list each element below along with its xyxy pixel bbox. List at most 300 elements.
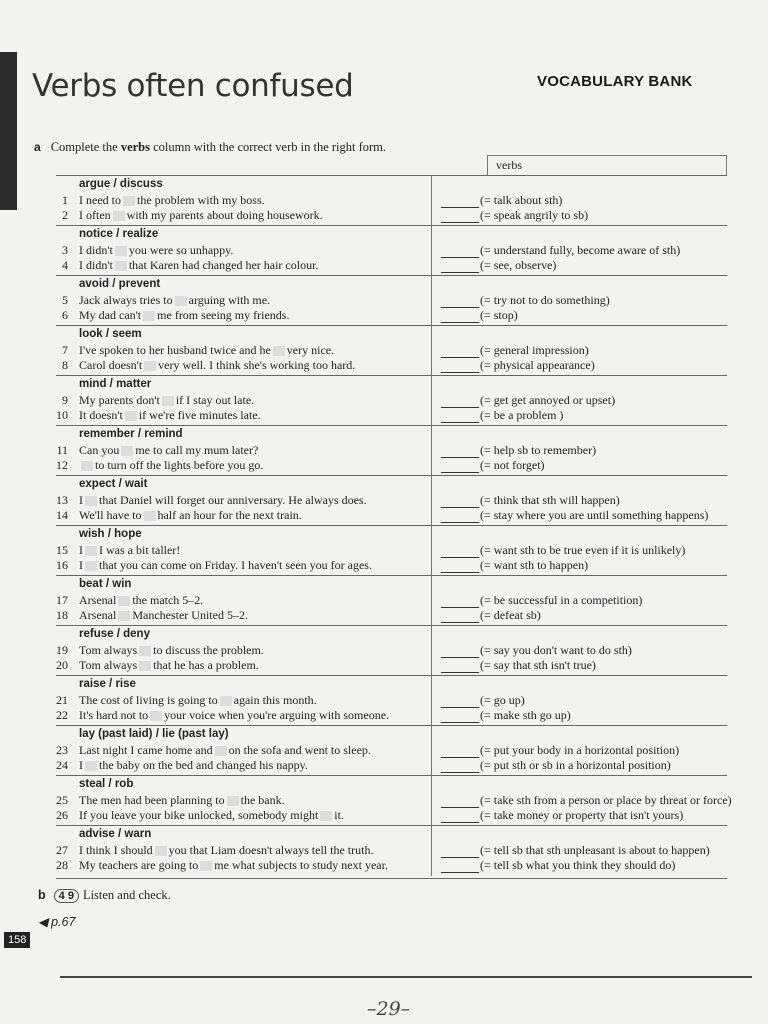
exercise-row — [56, 858, 727, 873]
verb-pair-b: matter — [116, 378, 152, 390]
sentence-start: Arsenal — [79, 608, 117, 622]
gap-blank[interactable] — [273, 346, 285, 356]
answer-line[interactable] — [441, 846, 479, 858]
sentence — [79, 343, 334, 358]
exercise-row — [56, 643, 727, 658]
gap-blank[interactable] — [115, 246, 127, 256]
gap-blank[interactable] — [118, 596, 130, 606]
answer-cell — [441, 758, 671, 773]
verb-pair-separator: / — [110, 178, 120, 190]
sentence-end: that he has a problem. — [153, 658, 259, 672]
sentence-start: Can you — [79, 443, 120, 457]
verb-pair-title — [79, 378, 151, 390]
gap-blank[interactable] — [85, 546, 97, 556]
page-reference-text: p.67 — [51, 915, 76, 929]
exercise-row — [56, 443, 727, 458]
sentence — [79, 608, 248, 623]
audio-track-icon[interactable]: 4 9 — [54, 889, 79, 903]
verb-pair-title — [79, 728, 229, 740]
sentence-end: that Karen had changed her hair colour. — [128, 258, 319, 272]
item-number: 11 — [56, 443, 68, 457]
verb-pair-b: warn — [124, 828, 152, 840]
answer-line[interactable] — [441, 311, 479, 323]
answer-cell — [441, 393, 615, 408]
exercise-row — [56, 543, 727, 558]
definition: (= take money or property that isn't yours) — [480, 808, 684, 822]
verb-pair-separator: / — [105, 778, 115, 790]
sentence-end: it. — [334, 808, 344, 822]
exercise-row — [56, 743, 727, 758]
gap-blank[interactable] — [200, 861, 212, 871]
section-label: VOCABULARY BANK — [537, 73, 693, 90]
gap-blank[interactable] — [139, 646, 151, 656]
item-number: 9 — [62, 393, 68, 407]
answer-line[interactable] — [441, 446, 479, 458]
answer-cell — [441, 593, 642, 608]
exercise-row — [56, 708, 727, 723]
answer-line[interactable] — [441, 396, 479, 408]
answer-cell — [441, 493, 620, 508]
verb-pair-a: mind — [79, 378, 107, 390]
verb-pair-separator: / — [112, 228, 123, 240]
sentence-start: Tom always — [79, 643, 138, 657]
definition: (= understand fully, become aware of sth) — [480, 243, 681, 257]
instruction-text-after: column with the correct verb in the right form. — [149, 140, 387, 154]
exercise-b — [38, 888, 171, 903]
definition: (= think that sth will happen) — [480, 493, 620, 507]
answer-cell — [441, 458, 545, 473]
sentence-start: If you leave your bike unlocked, somebody might — [79, 808, 319, 822]
verb-pair-separator: / — [102, 328, 113, 340]
verb-pair-title — [79, 478, 147, 490]
verb-pair-separator: / — [152, 728, 163, 740]
verb-pair-a: argue — [79, 178, 111, 190]
exercise-row — [56, 758, 727, 773]
verb-group — [56, 525, 727, 575]
exercise-row — [56, 808, 727, 823]
item-number: 14 — [56, 508, 68, 522]
sidebar-tab — [0, 52, 17, 210]
answer-cell — [441, 408, 563, 423]
verb-group — [56, 625, 727, 675]
definition: (= physical appearance) — [480, 358, 595, 372]
verb-group — [56, 675, 727, 725]
exercise-row — [56, 393, 727, 408]
item-number: 22 — [56, 708, 68, 722]
item-number: 19 — [56, 643, 68, 657]
sentence — [79, 243, 233, 258]
definition: (= try not to do something) — [480, 293, 610, 307]
definition: (= defeat sb) — [480, 608, 541, 622]
sentence — [79, 643, 264, 658]
answer-line[interactable] — [441, 511, 479, 523]
answer-line[interactable] — [441, 611, 479, 623]
gap-blank[interactable] — [85, 561, 97, 571]
page-title: Verbs often confused — [32, 68, 354, 104]
item-number: 28 — [56, 858, 68, 872]
answer-line[interactable] — [441, 561, 479, 573]
verb-pair-a: look — [79, 328, 103, 340]
gap-blank[interactable] — [144, 511, 156, 521]
verb-group — [56, 275, 727, 325]
answer-line[interactable] — [441, 496, 479, 508]
verbs-column-header: verbs — [487, 155, 727, 175]
sentence-end: your voice when you're arguing with someone. — [164, 708, 390, 722]
answer-line[interactable] — [441, 196, 479, 208]
answer-line[interactable] — [441, 361, 479, 373]
answer-line[interactable] — [441, 346, 479, 358]
verb-pair-a: steal — [79, 778, 106, 790]
answer-line[interactable] — [441, 296, 479, 308]
verb-pair-separator: / — [106, 378, 117, 390]
verb-pair-separator: / — [115, 478, 126, 490]
answer-line[interactable] — [441, 461, 479, 473]
sentence-start: I often — [79, 208, 111, 222]
verb-pair-b: remind — [144, 428, 183, 440]
gap-blank[interactable] — [320, 811, 332, 821]
item-number: 18 — [56, 608, 68, 622]
answer-line[interactable] — [441, 211, 479, 223]
definition: (= tell sb what you think they should do) — [480, 858, 676, 872]
sentence-start: My dad can't — [79, 308, 142, 322]
exercise-a-label: a — [34, 140, 41, 154]
answer-cell — [441, 243, 680, 258]
answer-cell — [441, 358, 595, 373]
exercise-row — [56, 193, 727, 208]
verb-pair-b: rob — [114, 778, 134, 790]
verb-pair-title — [79, 828, 151, 840]
item-number: 6 — [62, 308, 68, 322]
verb-pair-a: expect — [79, 478, 116, 490]
verb-pair-b: discuss — [119, 178, 163, 190]
exercise-row — [56, 293, 727, 308]
verb-group — [56, 325, 727, 375]
page-number: 158 — [4, 932, 30, 948]
gap-blank[interactable] — [118, 611, 130, 621]
definition: (= tell sb that sth unpleasant is about to happen) — [480, 843, 710, 857]
sentence-start: The men had been planning to — [79, 793, 225, 807]
sentence-end: you were so unhappy. — [128, 243, 234, 257]
definition: (= be a problem ) — [480, 408, 564, 422]
exercise-row — [56, 493, 727, 508]
verb-pair-separator: / — [102, 578, 113, 590]
sentence — [79, 258, 318, 273]
verb-pair-b: wait — [125, 478, 148, 490]
answer-cell — [441, 693, 525, 708]
verb-pair-a: avoid — [79, 278, 110, 290]
verb-group — [56, 725, 727, 775]
verb-pair-title — [79, 578, 131, 590]
definition: (= put your body in a horizontal position) — [480, 743, 680, 757]
sentence-start: The cost of living is going to — [79, 693, 218, 707]
gap-blank[interactable] — [144, 361, 156, 371]
item-number: 1 — [62, 193, 68, 207]
sentence — [79, 843, 373, 858]
answer-cell — [441, 293, 610, 308]
gap-blank[interactable] — [143, 311, 155, 321]
sentence-start: Carol doesn't — [79, 358, 143, 372]
gap-blank[interactable] — [85, 761, 97, 771]
sentence — [79, 408, 261, 423]
verb-pair-a: wish — [79, 528, 105, 540]
gap-blank[interactable] — [175, 296, 187, 306]
gap-blank[interactable] — [139, 661, 151, 671]
item-number: 7 — [62, 343, 68, 357]
sentence-end: to discuss the problem. — [153, 643, 264, 657]
gap-blank[interactable] — [115, 261, 127, 271]
definition: (= stay where you are until something happens) — [480, 508, 709, 522]
sentence-end: the problem with my boss. — [136, 193, 265, 207]
item-number: 25 — [56, 793, 68, 807]
item-number: 4 — [62, 258, 68, 272]
definition: (= general impression) — [480, 343, 589, 357]
sentence-end: if we're five minutes late. — [138, 408, 261, 422]
item-number: 10 — [56, 408, 68, 422]
sentence-end: to turn off the lights before you go. — [95, 458, 264, 472]
definition: (= see, observe) — [480, 258, 557, 272]
gap-blank[interactable] — [113, 211, 125, 221]
item-number: 20 — [56, 658, 68, 672]
exercise-row — [56, 358, 727, 373]
verb-pair-separator: / — [104, 528, 115, 540]
sentence-end: I was a bit taller! — [99, 543, 181, 557]
sentence-end: if I stay out late. — [175, 393, 255, 407]
item-number: 2 — [62, 208, 68, 222]
answer-cell — [441, 208, 588, 223]
exercise-row — [56, 208, 727, 223]
gap-blank[interactable] — [150, 711, 162, 721]
verb-pair-b: seem — [112, 328, 142, 340]
verb-pair-a: lay (past laid) — [79, 728, 153, 740]
gap-blank[interactable] — [85, 496, 97, 506]
sentence-end: the match 5–2. — [132, 593, 204, 607]
instruction-text-before: Complete the — [50, 140, 121, 154]
sentence-end: again this month. — [233, 693, 317, 707]
answer-cell — [441, 858, 675, 873]
sentence-end: very well. I think she's working too hard. — [158, 358, 356, 372]
answer-cell — [441, 258, 556, 273]
answer-line[interactable] — [441, 811, 479, 823]
item-number: 8 — [62, 358, 68, 372]
verb-group — [56, 375, 727, 425]
sentence — [79, 508, 302, 523]
answer-line[interactable] — [441, 796, 479, 808]
answer-line[interactable] — [441, 711, 479, 723]
sentence-end: very nice. — [286, 343, 335, 357]
verb-pair-title — [79, 178, 163, 190]
answer-cell — [441, 808, 683, 823]
verb-group — [56, 575, 727, 625]
sentence — [79, 358, 355, 373]
verb-group — [56, 775, 732, 825]
exercise-row — [56, 408, 727, 423]
answer-cell — [441, 193, 562, 208]
verb-pair-title — [79, 428, 183, 440]
exercise-row — [56, 343, 727, 358]
definition: (= make sth go up) — [480, 708, 571, 722]
verb-group — [56, 475, 727, 525]
verb-pair-separator: / — [113, 628, 124, 640]
answer-cell — [441, 543, 685, 558]
exercise-row — [56, 658, 727, 673]
answer-line[interactable] — [441, 696, 479, 708]
gap-blank[interactable] — [123, 196, 135, 206]
gap-blank[interactable] — [220, 696, 232, 706]
sentence-end: half an hour for the next train. — [157, 508, 302, 522]
verb-pair-title — [79, 678, 136, 690]
gap-blank[interactable] — [81, 461, 93, 471]
definition: (= put sth or sb in a horizontal position) — [480, 758, 671, 772]
sentence-start: Arsenal — [79, 593, 117, 607]
exercise-a-instruction — [34, 140, 386, 155]
page-reference[interactable] — [38, 914, 75, 929]
sentence — [79, 208, 323, 223]
verb-group — [56, 225, 727, 275]
answer-line[interactable] — [441, 246, 479, 258]
definition: (= take sth from a person or place by threat or force) — [480, 793, 732, 807]
sentence — [79, 193, 265, 208]
verb-pair-title — [79, 628, 150, 640]
instruction-text-bold: verbs — [120, 140, 150, 154]
sentence-start: Last night I came home and — [79, 743, 213, 757]
answer-line[interactable] — [441, 596, 479, 608]
sentence — [79, 308, 289, 323]
sentence — [79, 558, 372, 573]
exercise-row — [56, 558, 727, 573]
verb-pair-separator: / — [109, 278, 119, 290]
answer-cell — [441, 708, 571, 723]
exercise-row — [56, 308, 727, 323]
gap-blank[interactable] — [162, 396, 174, 406]
sentence-start: I — [79, 493, 83, 507]
sentence-end: the baby on the bed and changed his nappy. — [99, 758, 308, 772]
sentence-start: Tom always — [79, 658, 138, 672]
verb-pair-a: raise — [79, 678, 106, 690]
gap-blank[interactable] — [155, 846, 167, 856]
item-number: 27 — [56, 843, 68, 857]
verb-pair-b: rise — [115, 678, 136, 690]
verb-pair-title — [79, 228, 158, 240]
sentence-end: me from seeing my friends. — [157, 308, 290, 322]
exercise-b-text: Listen and check. — [82, 888, 171, 902]
gap-blank[interactable] — [125, 411, 137, 421]
item-number: 17 — [56, 593, 68, 607]
sentence-start: It's hard not to — [79, 708, 149, 722]
verb-pair-title — [79, 778, 133, 790]
gap-blank[interactable] — [227, 796, 239, 806]
answer-line[interactable] — [441, 411, 479, 423]
item-number: 16 — [56, 558, 68, 572]
sentence-start: I didn't — [79, 258, 113, 272]
table-bottom-rule — [56, 878, 727, 879]
sentence-start: I think I should — [79, 843, 153, 857]
verb-pair-a: remember — [79, 428, 135, 440]
answer-line[interactable] — [441, 546, 479, 558]
exercise-row — [56, 843, 727, 858]
verb-group — [56, 175, 727, 225]
verb-pair-b: prevent — [118, 278, 161, 290]
sentence-start: My teachers are going to — [79, 858, 199, 872]
sentence — [79, 693, 317, 708]
sentence — [79, 543, 180, 558]
sentence — [79, 443, 258, 458]
verb-pair-a: advise — [79, 828, 115, 840]
verb-pair-b: lie (past lay) — [162, 728, 229, 740]
exercise-row — [56, 793, 732, 808]
back-arrow-icon: ◀ — [38, 915, 52, 929]
answer-cell — [441, 443, 596, 458]
sentence-start: My parents don't — [79, 393, 160, 407]
verb-pair-title — [79, 528, 142, 540]
handwritten-page-number: –29– — [367, 998, 411, 1020]
definition: (= be successful in a competition) — [480, 593, 643, 607]
sentence-start: I didn't — [79, 243, 113, 257]
answer-line[interactable] — [441, 646, 479, 658]
sentence-end: on the sofa and went to sleep. — [228, 743, 371, 757]
sentence-end: me to call my mum later? — [135, 443, 259, 457]
definition: (= go up) — [480, 693, 525, 707]
verb-pair-a: notice — [79, 228, 113, 240]
sentence-start: Jack always tries to — [79, 293, 173, 307]
verb-pair-separator: / — [134, 428, 145, 440]
answer-line[interactable] — [441, 861, 479, 873]
sentence — [79, 708, 389, 723]
sentence-start: I — [79, 558, 83, 572]
answer-cell — [441, 658, 596, 673]
sentence-start: I — [79, 543, 83, 557]
answer-line[interactable] — [441, 261, 479, 273]
sentence-start: I've spoken to her husband twice and he — [79, 343, 271, 357]
sentence-end: that Daniel will forget our anniversary. He always does. — [99, 493, 367, 507]
definition: (= talk about sth) — [480, 193, 563, 207]
verb-pair-separator: / — [105, 678, 116, 690]
answer-cell — [441, 308, 518, 323]
definition: (= not forget) — [480, 458, 545, 472]
answer-cell — [441, 508, 708, 523]
sentence-end: arguing with me. — [188, 293, 271, 307]
sentence — [79, 808, 344, 823]
definition: (= speak angrily to sb) — [480, 208, 589, 222]
sentence — [79, 458, 263, 473]
definition: (= help sb to remember) — [480, 443, 597, 457]
footer-rule — [60, 976, 752, 978]
verb-pair-separator: / — [114, 828, 125, 840]
verb-pair-title — [79, 278, 160, 290]
verb-group — [56, 825, 727, 875]
sentence — [79, 293, 270, 308]
sentence — [79, 758, 308, 773]
gap-blank[interactable] — [215, 746, 227, 756]
item-number: 15 — [56, 543, 68, 557]
sentence — [79, 393, 254, 408]
item-number: 23 — [56, 743, 68, 757]
definition: (= say that sth isn't true) — [480, 658, 596, 672]
answer-cell — [441, 608, 541, 623]
verb-pair-a: beat — [79, 578, 103, 590]
exercise-row — [56, 508, 727, 523]
sentence-end: me what subjects to study next year. — [214, 858, 388, 872]
answer-line[interactable] — [441, 746, 479, 758]
answer-cell — [441, 343, 589, 358]
definition: (= want sth to happen) — [480, 558, 589, 572]
definition: (= want sth to be true even if it is unlikely) — [480, 543, 686, 557]
answer-line[interactable] — [441, 661, 479, 673]
answer-line[interactable] — [441, 761, 479, 773]
exercise-row — [56, 693, 727, 708]
answer-cell — [441, 743, 679, 758]
definition: (= stop) — [480, 308, 518, 322]
gap-blank[interactable] — [121, 446, 133, 456]
